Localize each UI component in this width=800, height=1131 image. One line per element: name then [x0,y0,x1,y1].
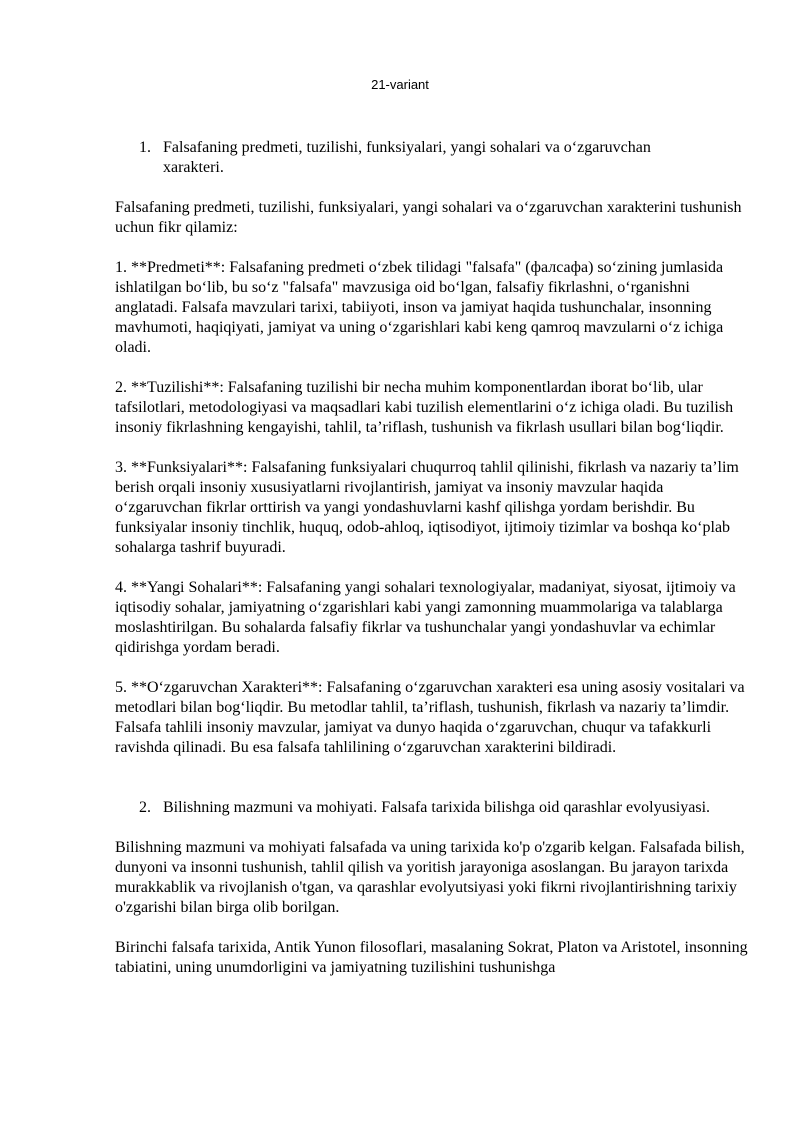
answer-2-paragraph-2: Birinchi falsafa tarixida, Antik Yunon filosoflari, masalaning Sokrat, Platon va Aristotel, insonning tabiatini, uning unumdorligini va jamiyatning tuzilishini tushunishga [115,939,748,976]
answer-1-paragraph-ozgaruvchan-xarakteri: 5. **O‘zgaruvchan Xarakteri**: Falsafaning o‘zgaruvchan xarakteri esa uning asosiy vositalari va metodlari bilan bog‘liqdir. Bu metodlar tahlil, ta’riflash, tushunish, fikrlash va nazariy ta’limdir. Falsafa tahlili insoniy mavzular, jamiyat va dunyo haqida o‘zgaruvchan, chuqur va tafakkurli ravishda qilinadi. Bu esa falsafa tahlilining o‘zgaruvchan xarakterini bildiradi. [115,679,745,756]
question-2 [115,798,750,818]
page-header-variant: 21-variant [371,77,429,92]
answer-1-intro: Falsafaning predmeti, tuzilishi, funksiyalari, yangi sohalari va o‘zgaruvchan xarakterini tushunish uchun fikr qilamiz: [115,199,742,236]
answer-1-paragraph-yangi-sohalari: 4. **Yangi Sohalari**: Falsafaning yangi sohalari texnologiyalar, madaniyat, siyosat, ijtimoiy va iqtisodiy sohalar, jamiyatning o‘zgarishlari kabi yangi zamonning muammolariga va talablarga moslashtirilgan. Bu sohalarda falsafiy fikrlar va tushunchalar yangi yondashuvlar va echimlar qidirishga yordam beradi. [115,579,736,656]
answer-1-paragraph-predmeti: 1. **Predmeti**: Falsafaning predmeti o‘zbek tilidagi "falsafa" (фалсафа) so‘zining jumlasida ishlatilgan bo‘lib, bu so‘z "falsafa" mavzusiga oid bo‘lgan, falsafiy fikrlashni, o‘rganishni anglatadi. Falsafa mavzulari tarixi, tabiiyoti, inson va jamiyat haqida tushunchalar, insonning mavhumoti, haqiqiyati, jamiyat va uning o‘zgarishlari kabi keng qamroq mavzularni o‘z ichiga oladi. [115,259,724,356]
document-body [115,138,750,978]
question-1 [115,138,750,178]
answer-1-paragraph-tuzilishi: 2. **Tuzilishi**: Falsafaning tuzilishi bir necha muhim komponentlardan iborat bo‘lib, ular tafsilotlari, metodologiyasi va maqsadlari kabi tuzilish elementlarini o‘z ichiga oladi. Bu tuzilish insoniy fikrlashning kengayishi, tahlil, ta’riflash, tushunish va fikrlash usullari bilan bog‘liqdir. [115,379,734,436]
question-2-number: 2. [139,799,151,816]
question-1-number: 1. [139,139,151,156]
question-2-text: Bilishning mazmuni va mohiyati. Falsafa tarixida bilishga oid qarashlar evolyusiyasi. [163,799,711,816]
answer-1-paragraph-funksiyalari: 3. **Funksiyalari**: Falsafaning funksiyalari chuqurroq tahlil qilinishi, fikrlash va nazariy ta’lim berish orqali insoniy xususiyatlarni rivojlantirish, jamiyat va insoniy mavzular haqida o‘zgaruvchan fikrlar orttirish va yangi yondashuvlarni kashf qilishga yordam berishdir. Bu funksiyalar insoniy tinchlik, huquq, odob-ahloq, iqtisodiyot, ijtimoiy tizimlar va boshqa ko‘plab sohalarga tashrif buyuradi. [115,459,739,556]
answer-2-paragraph-1: Bilishning mazmuni va mohiyati falsafada va uning tarixida ko'p o'zgarib kelgan. Falsafada bilish, dunyoni va insonni tushunish, tahlil qilish va yoritish jarayoniga asoslangan. Bu jarayon tarixda murakkablik va rivojlanish o'tgan, va qarashlar evolyutsiyasi yoki fikrni rivojlantirishning tarixiy o'zgarishi bilan birga olib borilgan. [115,839,745,916]
question-1-text: Falsafaning predmeti, tuzilishi, funksiyalari, yangi sohalari va o‘zgaruvchan xarakteri. [163,139,651,176]
